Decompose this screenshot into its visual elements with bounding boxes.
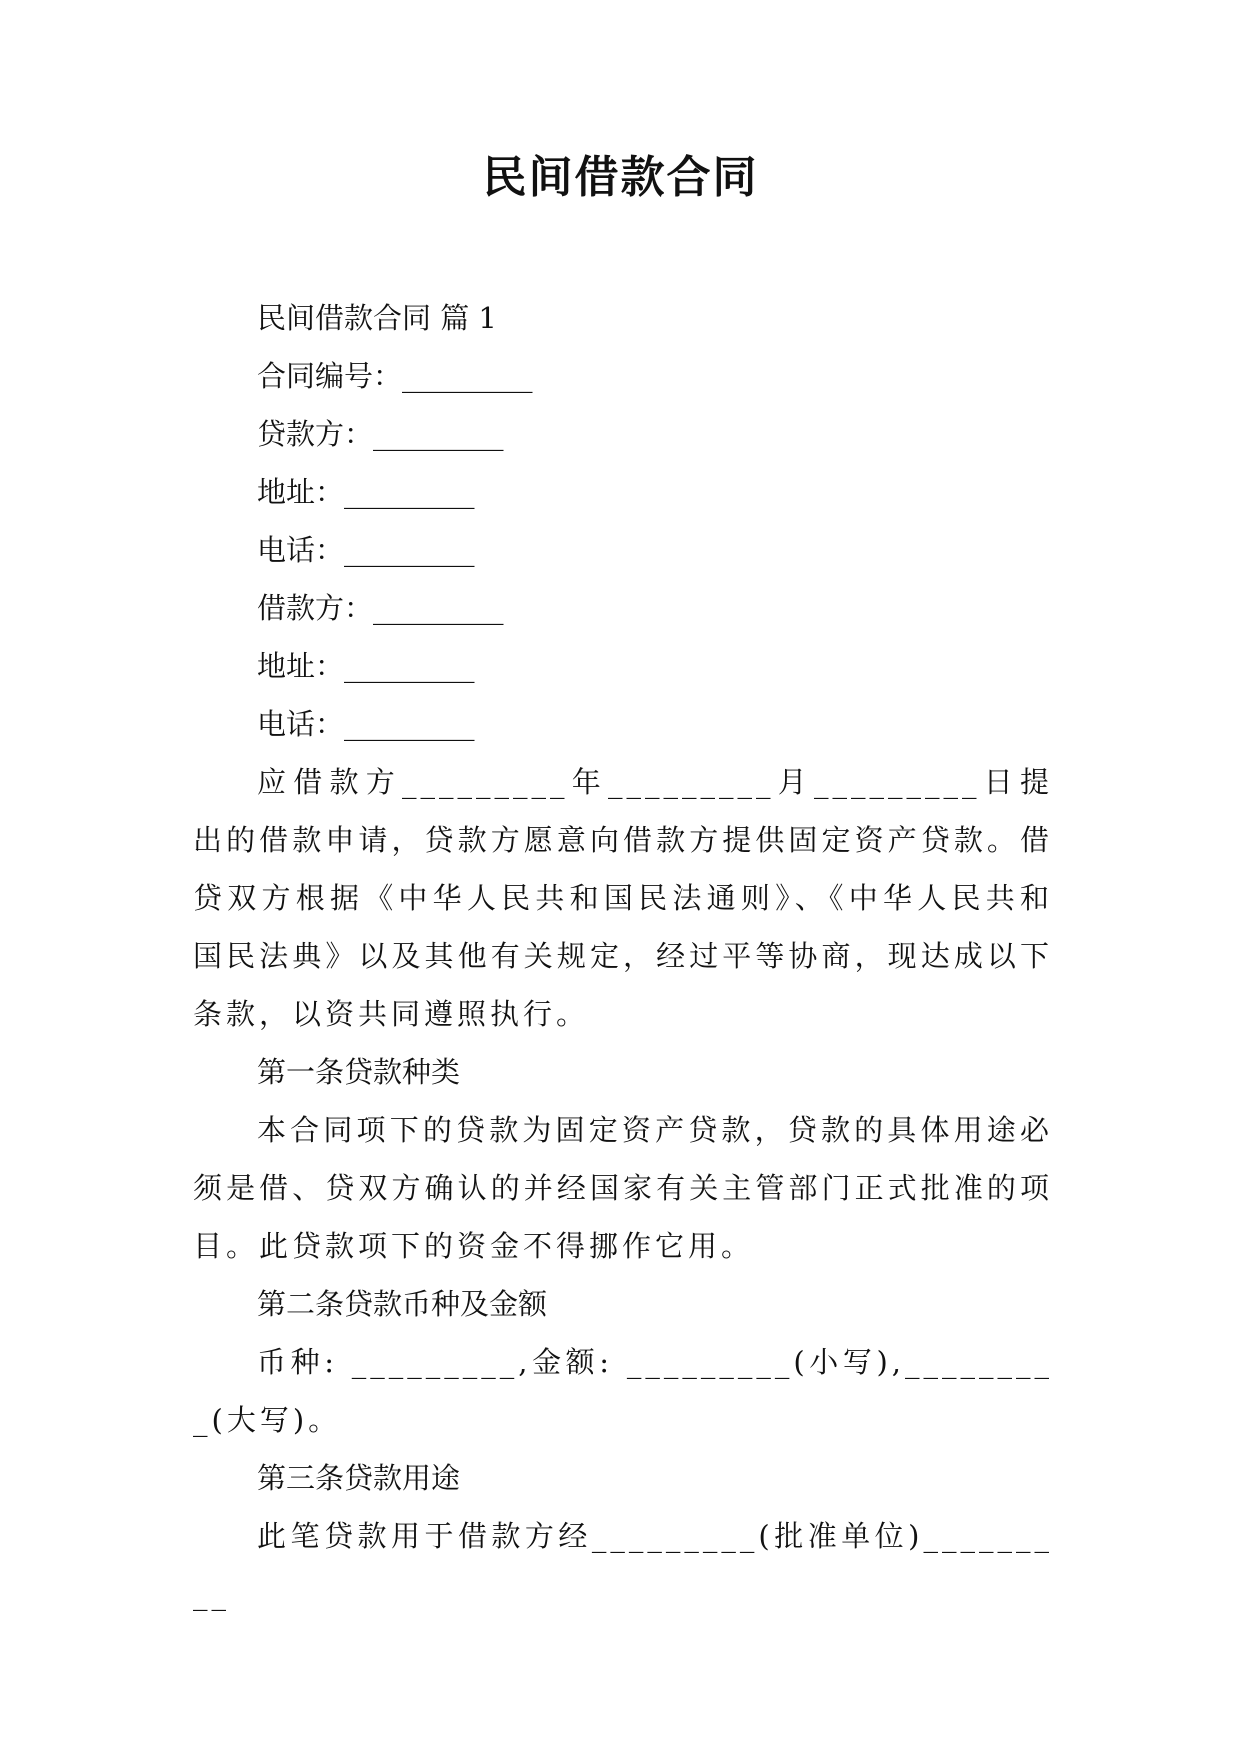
document-body	[193, 289, 1053, 1623]
article-2-text: 币种: _________,金额: _________(小写),_________(大写)。	[193, 1345, 1053, 1437]
article-1-heading: 第一条贷款种类	[257, 1055, 461, 1089]
contract-number-line: 合同编号：_________	[257, 359, 533, 393]
lender-line: 贷款方：_________	[257, 417, 504, 451]
lender-phone-line: 电话：_________	[257, 533, 475, 567]
section-heading: 民间借款合同 篇 1	[257, 301, 497, 335]
article-3-text: 此笔贷款用于借款方经_________(批准单位)_________	[193, 1519, 1053, 1611]
article-3-heading: 第三条贷款用途	[257, 1461, 461, 1495]
preamble-paragraph: 应借款方_________年_________月_________日提出的借款申请，贷款方愿意向借款方提供固定资产贷款。借贷双方根据《中华人民共和国民法通则》、《中华人民共和国民法典》以及其他有关规定，经过平等协商，现达成以下条款，以资共同遵照执行。	[193, 765, 1053, 1031]
document-title: 民间借款合同	[482, 152, 759, 203]
lender-address-line: 地址：_________	[257, 475, 475, 509]
article-1-text: 本合同项下的贷款为固定资产贷款，贷款的具体用途必须是借、贷双方确认的并经国家有关主管部门正式批准的项目。此贷款项下的资金不得挪作它用。	[193, 1113, 1053, 1263]
borrower-line: 借款方：_________	[257, 591, 504, 625]
borrower-phone-line: 电话：_________	[257, 707, 475, 741]
article-2-heading: 第二条贷款币种及金额	[257, 1287, 548, 1321]
borrower-address-line: 地址：_________	[257, 649, 475, 683]
